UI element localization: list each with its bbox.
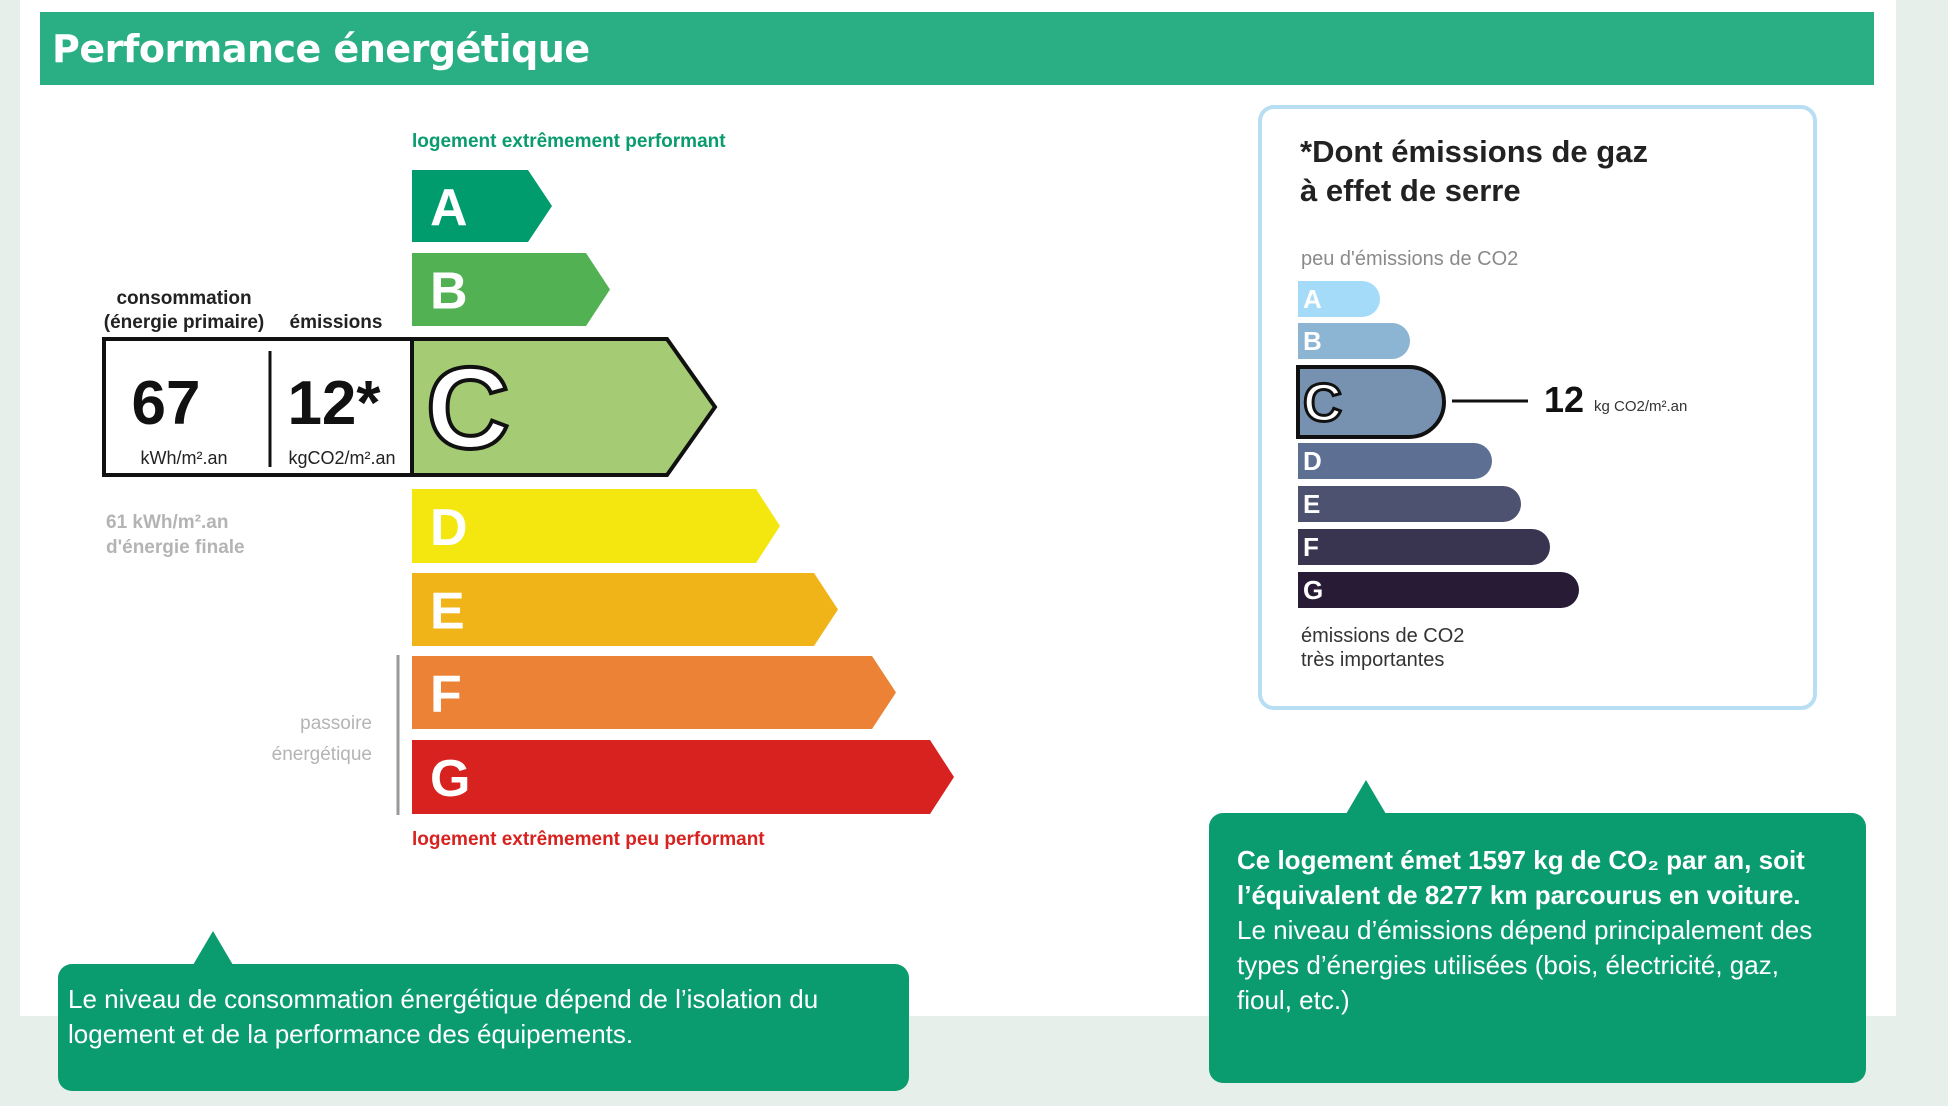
passoire-line2: énergétique bbox=[271, 744, 372, 765]
ghg-title-line1: *Dont émissions de gaz bbox=[1300, 134, 1648, 169]
ghg-class-e-letter: E bbox=[1303, 489, 1321, 519]
emissions-label: émissions bbox=[289, 312, 383, 333]
dpe-top-label: logement extrêmement performant bbox=[412, 131, 726, 152]
final-energy-line2: d'énergie finale bbox=[106, 537, 245, 558]
emissions-info-tooltip bbox=[1209, 813, 1866, 1083]
emissions-unit: kgCO2/m².an bbox=[288, 448, 396, 468]
dpe-class-c-letter: C bbox=[426, 343, 510, 473]
dpe-class-d-letter: D bbox=[430, 499, 468, 557]
consumption-unit: kWh/m².an bbox=[140, 448, 228, 468]
dpe-class-e-letter: E bbox=[430, 582, 465, 641]
ghg-class-d-bar bbox=[1298, 443, 1492, 479]
ghg-class-e-bar bbox=[1298, 486, 1521, 522]
consumption-label-line1: consommation bbox=[116, 288, 252, 309]
dpe-bottom-label: logement extrêmement peu performant bbox=[412, 829, 765, 850]
ghg-class-g-letter: G bbox=[1303, 575, 1324, 605]
final-energy-line1: 61 kWh/m².an bbox=[106, 512, 229, 533]
ghg-class-f-bar bbox=[1298, 529, 1550, 565]
ghg-bottom-line1: émissions de CO2 bbox=[1301, 625, 1465, 647]
dpe-class-b-letter: B bbox=[430, 262, 468, 321]
ghg-value: 12 bbox=[1544, 379, 1585, 420]
ghg-class-c-letter: C bbox=[1303, 373, 1342, 433]
dpe-class-a-letter: A bbox=[430, 179, 468, 237]
ghg-bottom-line2: très importantes bbox=[1301, 649, 1445, 671]
passoire-line1: passoire bbox=[300, 713, 372, 734]
emissions-info-bold: Ce logement émet 1597 kg de CO₂ par an, soit l’équivalent de 8277 km parcourus en voiture. bbox=[1237, 845, 1805, 910]
section-title: Performance énergétique bbox=[52, 26, 590, 71]
ghg-class-a-letter: A bbox=[1303, 284, 1322, 314]
ghg-title bbox=[1300, 132, 1700, 210]
emissions-info-text: Le niveau d’émissions dépend principalement des types d’énergies utilisées (bois, électricité, gaz, fioul, etc.) bbox=[1237, 915, 1813, 1015]
ghg-class-g-bar bbox=[1298, 572, 1579, 608]
ghg-class-b-letter: B bbox=[1303, 326, 1322, 356]
ghg-bottom-label bbox=[1301, 624, 1561, 672]
ghg-title-line2: à effet de serre bbox=[1300, 173, 1521, 208]
ghg-class-f-letter: F bbox=[1303, 532, 1319, 562]
dpe-class-g-letter: G bbox=[430, 750, 471, 808]
ghg-top-label: peu d'émissions de CO2 bbox=[1301, 248, 1519, 270]
dpe-class-f-letter: F bbox=[430, 665, 462, 724]
ghg-unit: kg CO2/m².an bbox=[1594, 398, 1688, 415]
consumption-value: 67 bbox=[131, 369, 201, 438]
ghg-class-d-letter: D bbox=[1303, 446, 1322, 476]
consumption-info-text: Le niveau de consommation énergétique dépend de l’isolation du logement et de la performance des équipements. bbox=[68, 984, 819, 1049]
consumption-label-line2: (énergie primaire) bbox=[103, 312, 265, 333]
consumption-info-tooltip bbox=[58, 964, 909, 1091]
emissions-value: 12* bbox=[287, 369, 381, 438]
